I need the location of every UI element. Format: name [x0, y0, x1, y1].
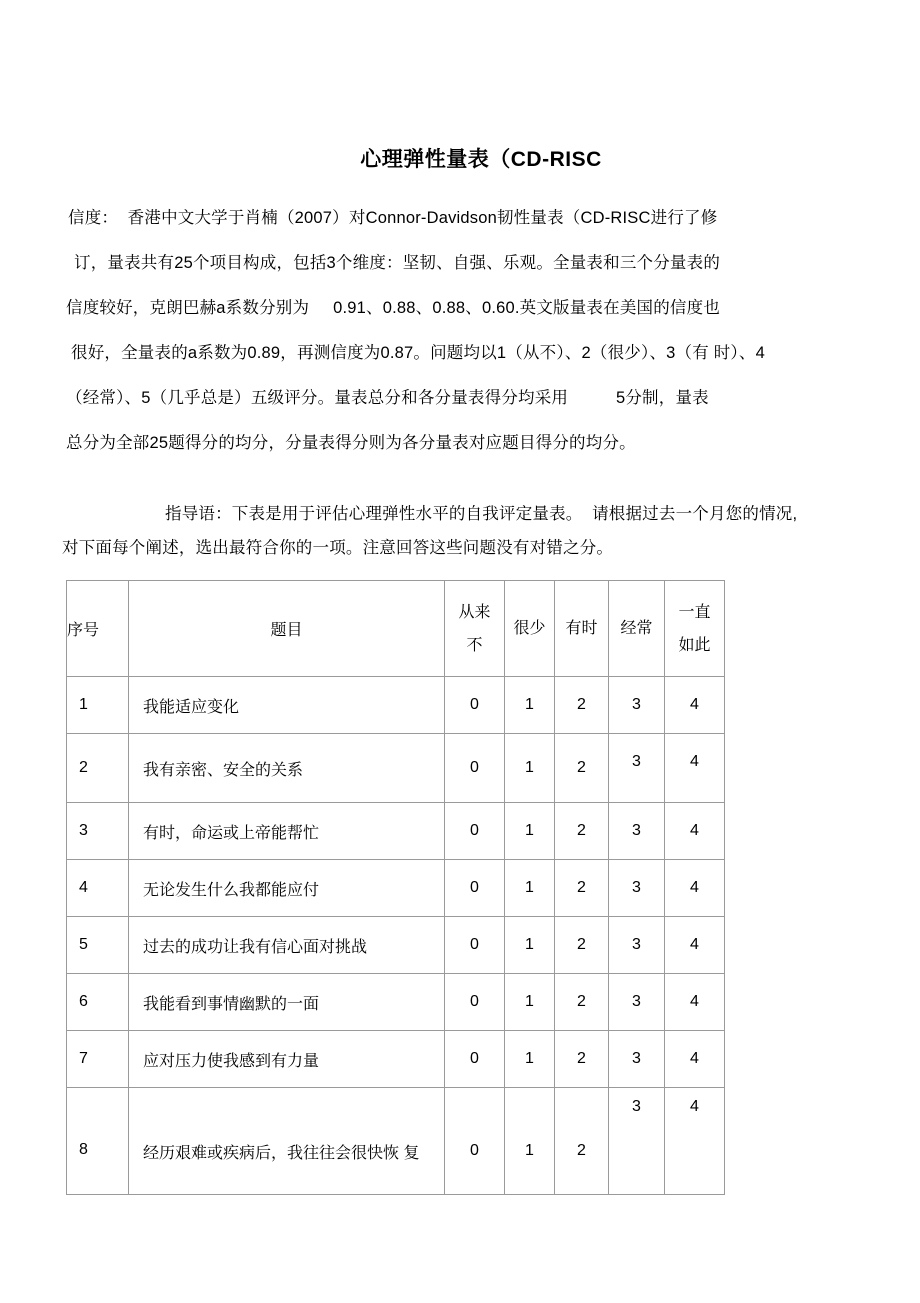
row-item-text: 经历艰难或疾病后，我往往会很快恢 复: [129, 1088, 445, 1195]
row-option-0[interactable]: 0: [445, 1031, 505, 1088]
row-number: 1: [67, 677, 129, 734]
column-header-always-line2: 如此: [678, 636, 711, 654]
row-option-0[interactable]: 0: [445, 917, 505, 974]
row-option-3[interactable]: 3: [609, 974, 665, 1031]
table-row: [67, 860, 725, 917]
row-option-1[interactable]: 1: [505, 803, 555, 860]
row-number: 3: [67, 803, 129, 860]
row-item-text: 应对压力使我感到有力量: [129, 1031, 445, 1088]
intro-line: 信度较好，克朗巴赫a系数分别为 0.91、0.88、0.88、0.60.英文版量表在美国的信度也: [66, 299, 721, 317]
column-header-always: [665, 581, 725, 677]
column-header-always-line1: 一直: [678, 603, 711, 621]
column-header-sometimes: 有时: [555, 581, 609, 677]
table-row: [67, 677, 725, 734]
row-option-4[interactable]: 4: [665, 917, 725, 974]
intro-line: 很好，全量表的a系数为0.89，再测信度为0.87。问题均以1（从不）、2（很少）、3（有 时）、4: [71, 344, 765, 362]
column-header-never-line2: 不: [466, 636, 483, 654]
page-title: 心理弹性量表（CD-RISC: [360, 148, 602, 172]
row-item-text: 过去的成功让我有信心面对挑战: [129, 917, 445, 974]
row-option-0[interactable]: 0: [445, 860, 505, 917]
row-option-4[interactable]: 4: [665, 974, 725, 1031]
intro-line: 信度： 香港中文大学于肖楠（2007）对Connor-Davidson韧性量表（CD-RISC进行了修: [68, 209, 718, 227]
column-header-never-line1: 从来: [458, 603, 491, 621]
row-option-2[interactable]: 2: [555, 1031, 609, 1088]
row-number: 6: [67, 974, 129, 1031]
row-option-3[interactable]: 3: [609, 917, 665, 974]
table-row: [67, 1088, 725, 1195]
table-row: [67, 917, 725, 974]
row-option-4[interactable]: 4: [665, 803, 725, 860]
row-option-0[interactable]: 0: [445, 974, 505, 1031]
row-option-3[interactable]: 3: [609, 803, 665, 860]
row-option-1[interactable]: 1: [505, 860, 555, 917]
table-header-row: [67, 581, 725, 677]
intro-line: 总分为全部25题得分的均分，分量表得分则为各分量表对应题目得分的均分。: [66, 434, 636, 452]
cd-risc-scale-table: [66, 580, 725, 1195]
table-row: [67, 803, 725, 860]
row-number: 2: [67, 734, 129, 803]
row-option-0[interactable]: 0: [445, 803, 505, 860]
row-option-2[interactable]: 2: [555, 917, 609, 974]
row-option-2[interactable]: 2: [555, 860, 609, 917]
intro-line: 订，量表共有25个项目构成，包括3个维度：坚韧、自强、乐观。全量表和三个分量表的: [74, 254, 721, 272]
row-option-1[interactable]: 1: [505, 677, 555, 734]
column-header-never: [445, 581, 505, 677]
row-option-1[interactable]: 1: [505, 974, 555, 1031]
row-number: 7: [67, 1031, 129, 1088]
table-row: [67, 734, 725, 803]
row-option-0[interactable]: 0: [445, 1088, 505, 1195]
row-option-1[interactable]: 1: [505, 1031, 555, 1088]
row-number: 8: [67, 1088, 129, 1195]
row-option-2[interactable]: 2: [555, 974, 609, 1031]
row-option-3[interactable]: 3: [609, 1031, 665, 1088]
row-option-4[interactable]: 4: [665, 734, 725, 803]
row-option-3[interactable]: 3: [609, 677, 665, 734]
row-item-text: 我能看到事情幽默的一面: [129, 974, 445, 1031]
row-option-2[interactable]: 2: [555, 734, 609, 803]
table-row: [67, 974, 725, 1031]
row-option-2[interactable]: 2: [555, 1088, 609, 1195]
column-header-item: 题目: [129, 581, 445, 677]
intro-line: （经常）、5（几乎总是）五级评分。量表总分和各分量表得分均采用 5分制，量表: [66, 389, 709, 407]
row-option-0[interactable]: 0: [445, 677, 505, 734]
row-option-3[interactable]: 3: [609, 734, 665, 803]
row-item-text: 我有亲密、安全的关系: [129, 734, 445, 803]
row-number: 4: [67, 860, 129, 917]
row-item-text: 无论发生什么我都能应付: [129, 860, 445, 917]
table-row: [67, 1031, 725, 1088]
row-option-4[interactable]: 4: [665, 1031, 725, 1088]
row-option-1[interactable]: 1: [505, 734, 555, 803]
row-option-3[interactable]: 3: [609, 1088, 665, 1195]
reliability-intro-paragraph: [66, 196, 866, 466]
row-option-1[interactable]: 1: [505, 917, 555, 974]
instructions-line: 对下面每个阐述，选出最符合你的一项。注意回答这些问题没有对错之分。: [62, 539, 614, 557]
column-header-no: 序号: [67, 581, 129, 677]
row-option-4[interactable]: 4: [665, 1088, 725, 1195]
row-option-2[interactable]: 2: [555, 803, 609, 860]
row-item-text: 有时，命运或上帝能帮忙: [129, 803, 445, 860]
column-header-often: 经常: [609, 581, 665, 677]
row-option-1[interactable]: 1: [505, 1088, 555, 1195]
instructions-paragraph: [60, 497, 870, 565]
row-option-4[interactable]: 4: [665, 860, 725, 917]
row-number: 5: [67, 917, 129, 974]
row-option-4[interactable]: 4: [665, 677, 725, 734]
row-item-text: 我能适应变化: [129, 677, 445, 734]
row-option-0[interactable]: 0: [445, 734, 505, 803]
column-header-rarely: 很少: [505, 581, 555, 677]
row-option-3[interactable]: 3: [609, 860, 665, 917]
row-option-2[interactable]: 2: [555, 677, 609, 734]
instructions-line: 指导语：下表是用于评估心理弹性水平的自我评定量表。 请根据过去一个月您的情况,: [165, 505, 798, 523]
